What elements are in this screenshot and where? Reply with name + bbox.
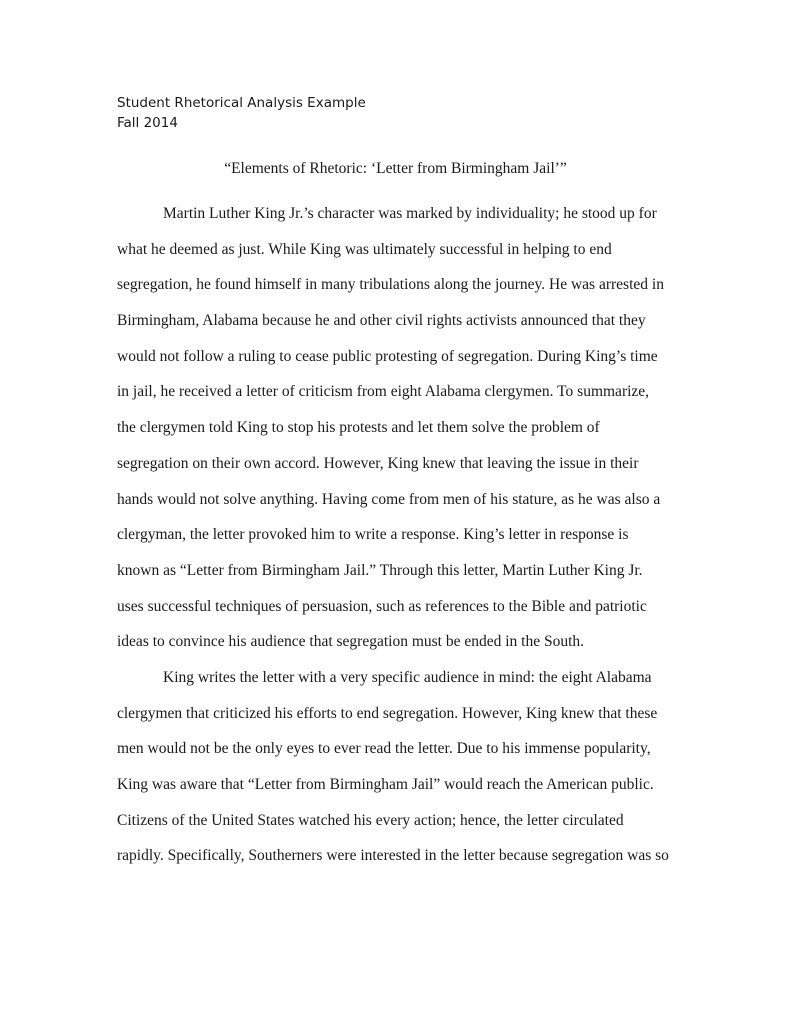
text-line: Citizens of the United States watched his every action; hence, the letter circulated <box>117 811 624 829</box>
paragraph <box>117 196 677 660</box>
header-line-term: Fall 2014 <box>117 115 178 131</box>
text-line: known as “Letter from Birmingham Jail.” Through this letter, Martin Luther King Jr. <box>117 561 643 579</box>
text-line: rapidly. Specifically, Southerners were interested in the letter because segregation was so <box>117 847 669 865</box>
text-line: the clergymen told King to stop his protests and let them solve the problem of <box>117 419 600 437</box>
document-header <box>117 93 366 133</box>
text-line: segregation, he found himself in many tribulations along the journey. He was arrested in <box>117 276 664 294</box>
text-line: King writes the letter with a very specific audience in mind: the eight Alabama <box>163 668 652 686</box>
essay-body <box>117 196 677 874</box>
text-line: Birmingham, Alabama because he and other civil rights activists announced that they <box>117 312 646 330</box>
essay-title: “Elements of Rhetoric: ‘Letter from Birmingham Jail’” <box>224 160 567 177</box>
text-line: clergyman, the letter provoked him to write a response. King’s letter in response is <box>117 526 629 544</box>
text-line: in jail, he received a letter of criticism from eight Alabama clergymen. To summarize, <box>117 383 650 401</box>
text-line: hands would not solve anything. Having come from men of his stature, as he was also a <box>117 490 661 508</box>
text-line: Martin Luther King Jr.’s character was marked by individuality; he stood up for <box>163 205 657 222</box>
paragraph <box>117 660 677 874</box>
header-line-title: Student Rhetorical Analysis Example <box>117 95 366 111</box>
text-line: segregation on their own accord. However, King knew that leaving the issue in their <box>117 454 639 472</box>
text-line: uses successful techniques of persuasion, such as references to the Bible and patriotic <box>117 597 647 615</box>
text-line: what he deemed as just. While King was ultimately successful in helping to end <box>117 240 612 258</box>
text-line: clergymen that criticized his efforts to end segregation. However, King knew that these <box>117 704 658 722</box>
text-line: would not follow a ruling to cease public protesting of segregation. During King’s time <box>117 347 658 365</box>
text-line: ideas to convince his audience that segregation must be ended in the South. <box>117 633 585 651</box>
text-line: King was aware that “Letter from Birmingham Jail” would reach the American public. <box>117 776 654 793</box>
text-line: men would not be the only eyes to ever read the letter. Due to his immense popularity, <box>117 740 651 758</box>
